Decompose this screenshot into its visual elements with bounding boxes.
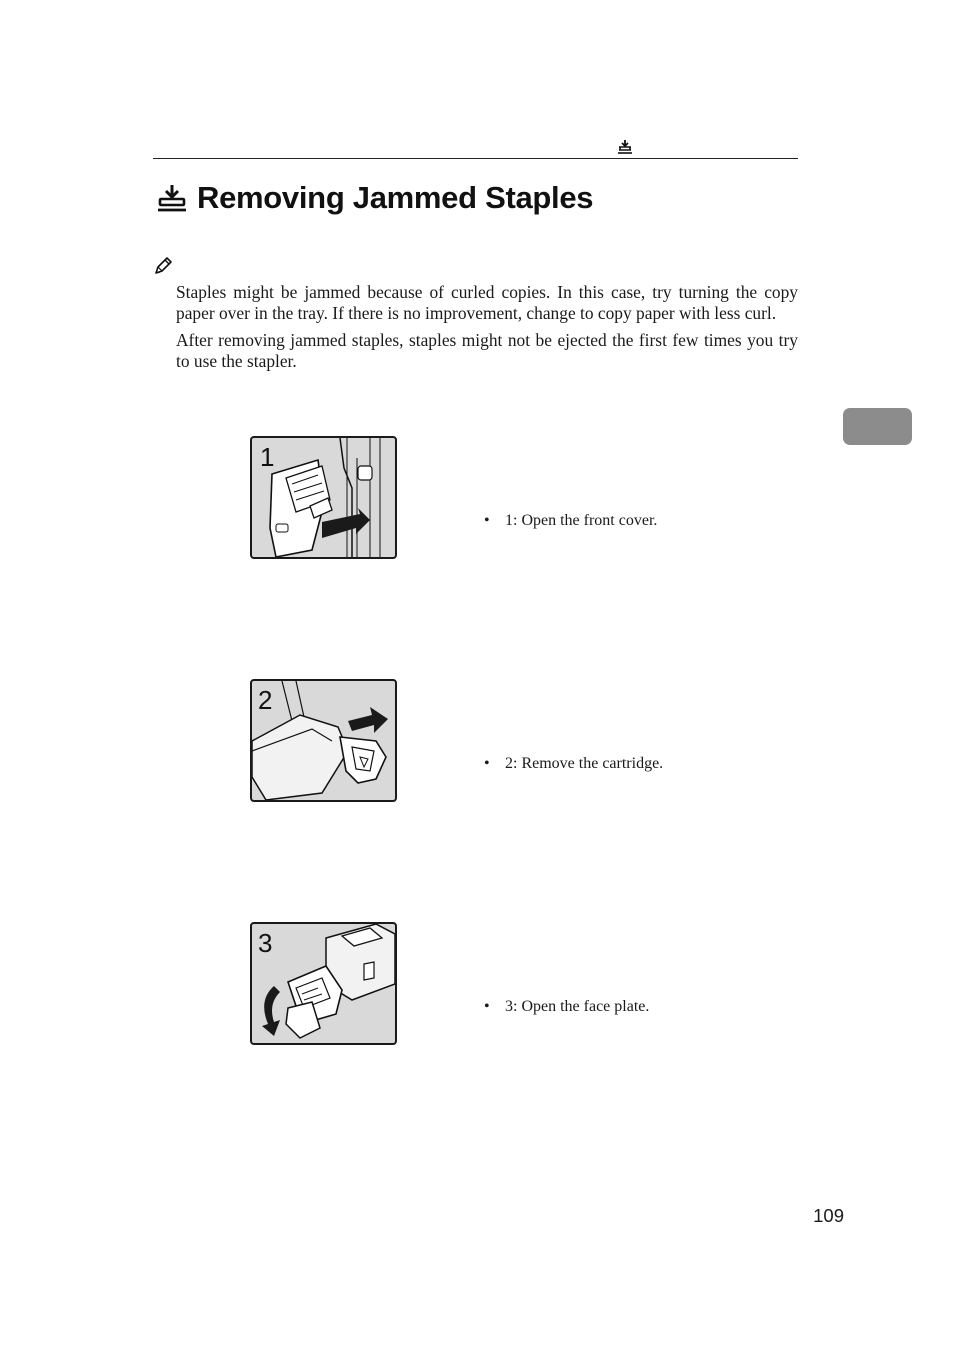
step-number: 2 (258, 685, 273, 715)
note-body (176, 282, 798, 378)
bullet: • (484, 512, 490, 529)
step-3-caption (484, 997, 649, 1017)
step-caption-text: 3: Open the face plate. (505, 998, 650, 1015)
step-caption-text: 2: Remove the cartridge. (505, 755, 664, 772)
pencil-note-icon (153, 256, 173, 276)
step-2-illustration (250, 679, 397, 802)
step-caption-text: 1: Open the front cover. (505, 512, 658, 529)
step-1-caption (484, 511, 657, 531)
step-3-illustration (250, 922, 397, 1045)
note-paragraph: Staples might be jammed because of curled copies. In this case, try turning the copy paper over in the tray. If there is no improvement, change to copy paper with less curl. (176, 282, 798, 323)
page-title (157, 180, 593, 216)
step-number: 3 (258, 928, 273, 958)
step-1-illustration (250, 436, 397, 559)
step-2-caption (484, 754, 663, 774)
stapler-icon (157, 184, 187, 212)
bullet: • (484, 755, 490, 772)
bullet: • (484, 998, 490, 1015)
page-number: 109 (813, 1205, 844, 1226)
step-number: 1 (260, 442, 275, 472)
header-rule (153, 158, 798, 159)
chapter-tab-marker (843, 408, 912, 445)
page-title-text: Removing Jammed Staples (197, 180, 594, 215)
note-paragraph: After removing jammed staples, staples might not be ejected the first few times you try to use the stapler. (176, 330, 798, 371)
stapler-icon (617, 139, 633, 154)
